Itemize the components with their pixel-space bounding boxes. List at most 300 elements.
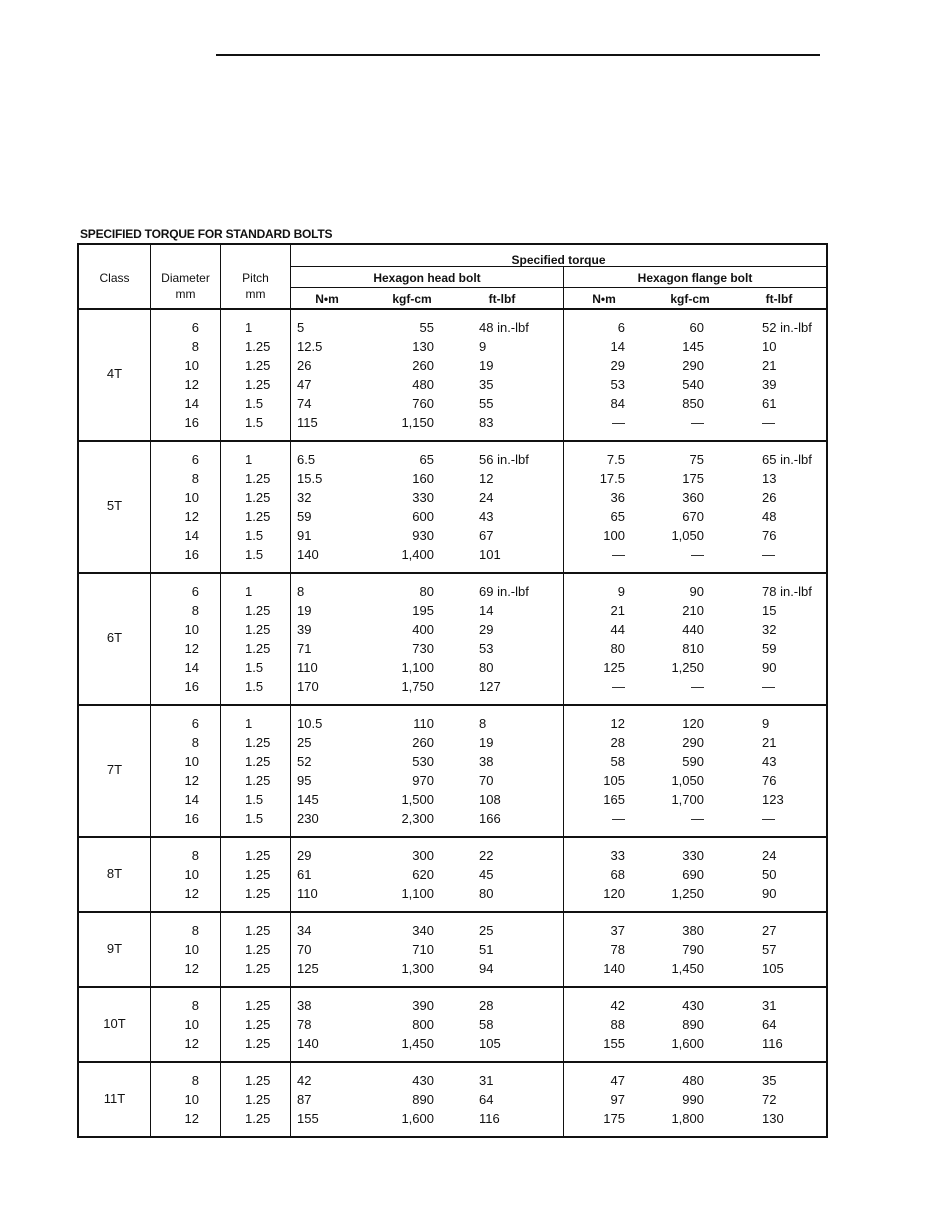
cell-flange-nm: 175 xyxy=(603,1111,625,1126)
table-row xyxy=(79,1071,826,1090)
cell-flange-nm: 47 xyxy=(610,1073,625,1088)
cell-pitch: 1.25 xyxy=(245,998,271,1013)
cell-diameter: 10 xyxy=(184,622,199,637)
cell-head-kgf-cm: 130 xyxy=(412,339,434,354)
cell-flange-ft-lbf: 31 xyxy=(762,998,777,1013)
cell-flange-kgf-cm: 1,700 xyxy=(671,792,704,807)
cell-flange-kgf-cm: 60 xyxy=(689,320,704,335)
cell-flange-kgf-cm: 690 xyxy=(682,867,704,882)
cell-flange-kgf-cm: 990 xyxy=(682,1092,704,1107)
cell-flange-nm: 165 xyxy=(603,792,625,807)
class-group xyxy=(79,838,826,913)
cell-diameter: 12 xyxy=(184,1111,199,1126)
cell-head-ft-lbf: 43 xyxy=(479,509,494,524)
cell-head-kgf-cm: 1,150 xyxy=(401,415,434,430)
cell-head-nm: 5 xyxy=(297,320,305,335)
table-row xyxy=(79,450,826,469)
cell-diameter: 6 xyxy=(191,716,199,731)
cell-flange-nm: 105 xyxy=(603,773,625,788)
cell-flange-kgf-cm: — xyxy=(691,679,704,694)
cell-diameter: 10 xyxy=(184,754,199,769)
cell-head-ft-lbf: 9 xyxy=(479,339,487,354)
cell-diameter: 12 xyxy=(184,773,199,788)
cell-flange-ft-lbf: 48 xyxy=(762,509,777,524)
cell-flange-ft-lbf: 64 xyxy=(762,1017,777,1032)
cell-pitch: 1.5 xyxy=(245,528,264,543)
cell-flange-kgf-cm: 1,050 xyxy=(671,773,704,788)
cell-pitch: 1.5 xyxy=(245,547,264,562)
table-header xyxy=(79,245,826,310)
cell-flange-nm: 125 xyxy=(603,660,625,675)
header-specified-torque: Specified torque xyxy=(511,253,606,267)
cell-diameter: 8 xyxy=(191,603,199,618)
cell-pitch: 1.25 xyxy=(245,1111,271,1126)
table-body xyxy=(79,310,826,1136)
cell-head-nm: 19 xyxy=(297,603,312,618)
cell-head-nm: 42 xyxy=(297,1073,312,1088)
cell-head-ft-lbf: 67 xyxy=(479,528,494,543)
cell-pitch: 1.5 xyxy=(245,396,264,411)
cell-head-nm: 10.5 xyxy=(297,716,323,731)
cell-flange-kgf-cm: 290 xyxy=(682,358,704,373)
cell-flange-nm: 42 xyxy=(610,998,625,1013)
cell-head-ft-lbf: 45 xyxy=(479,867,494,882)
cell-flange-nm: 6 xyxy=(617,320,625,335)
cell-pitch: 1.25 xyxy=(245,1073,271,1088)
class-label: 5T xyxy=(106,498,123,513)
cell-flange-kgf-cm: 430 xyxy=(682,998,704,1013)
cell-pitch: 1.5 xyxy=(245,415,264,430)
cell-flange-kgf-cm: — xyxy=(691,547,704,562)
table-row xyxy=(79,639,826,658)
cell-head-kgf-cm: 430 xyxy=(412,1073,434,1088)
cell-head-kgf-cm: 970 xyxy=(412,773,434,788)
header-pitch: Pitch xyxy=(242,271,269,285)
cell-flange-ft-lbf: 39 xyxy=(762,377,777,392)
cell-head-nm: 170 xyxy=(297,679,319,694)
cell-head-ft-lbf: 25 xyxy=(479,923,494,938)
cell-flange-ft-lbf: 10 xyxy=(762,339,777,354)
cell-head-nm: 25 xyxy=(297,735,312,750)
table-row xyxy=(79,469,826,488)
cell-flange-nm: 78 xyxy=(610,942,625,957)
cell-flange-nm: 84 xyxy=(610,396,625,411)
cell-flange-ft-lbf: 52 in.-lbf xyxy=(762,320,812,335)
cell-pitch: 1 xyxy=(245,452,253,467)
cell-pitch: 1.5 xyxy=(245,660,264,675)
cell-pitch: 1.25 xyxy=(245,754,271,769)
cell-pitch: 1.25 xyxy=(245,848,271,863)
cell-pitch: 1.25 xyxy=(245,377,271,392)
cell-diameter: 10 xyxy=(184,1017,199,1032)
cell-head-kgf-cm: 1,600 xyxy=(401,1111,434,1126)
cell-head-nm: 8 xyxy=(297,584,305,599)
cell-flange-ft-lbf: 13 xyxy=(762,471,777,486)
class-group xyxy=(79,310,826,442)
cell-flange-kgf-cm: 480 xyxy=(682,1073,704,1088)
cell-flange-kgf-cm: 670 xyxy=(682,509,704,524)
cell-pitch: 1.25 xyxy=(245,923,271,938)
class-group xyxy=(79,442,826,574)
cell-diameter: 10 xyxy=(184,867,199,882)
table-row xyxy=(79,620,826,639)
cell-pitch: 1.25 xyxy=(245,358,271,373)
cell-flange-ft-lbf: — xyxy=(762,415,775,430)
cell-flange-ft-lbf: 21 xyxy=(762,358,777,373)
cell-pitch: 1.25 xyxy=(245,339,271,354)
table-row xyxy=(79,526,826,545)
cell-flange-kgf-cm: 210 xyxy=(682,603,704,618)
cell-pitch: 1.25 xyxy=(245,490,271,505)
table-row xyxy=(79,752,826,771)
table-row xyxy=(79,809,826,828)
cell-head-ft-lbf: 58 xyxy=(479,1017,494,1032)
table-row xyxy=(79,940,826,959)
header-pitch-unit: mm xyxy=(245,287,266,301)
cell-flange-ft-lbf: 43 xyxy=(762,754,777,769)
cell-head-ft-lbf: 56 in.-lbf xyxy=(479,452,529,467)
cell-head-nm: 52 xyxy=(297,754,312,769)
cell-head-nm: 59 xyxy=(297,509,312,524)
cell-head-nm: 47 xyxy=(297,377,312,392)
cell-head-nm: 12.5 xyxy=(297,339,323,354)
cell-head-ft-lbf: 14 xyxy=(479,603,494,618)
cell-diameter: 10 xyxy=(184,942,199,957)
cell-head-kgf-cm: 55 xyxy=(419,320,434,335)
table-row xyxy=(79,545,826,564)
cell-head-ft-lbf: 94 xyxy=(479,961,494,976)
divider xyxy=(291,287,826,288)
cell-head-ft-lbf: 53 xyxy=(479,641,494,656)
cell-diameter: 12 xyxy=(184,509,199,524)
header-diameter-unit: mm xyxy=(175,287,196,301)
cell-head-nm: 110 xyxy=(297,660,318,675)
table-row xyxy=(79,318,826,337)
class-group xyxy=(79,574,826,706)
table-row xyxy=(79,1109,826,1128)
cell-head-nm: 140 xyxy=(297,547,319,562)
cell-head-kgf-cm: 890 xyxy=(412,1092,434,1107)
table-row xyxy=(79,733,826,752)
cell-flange-nm: 9 xyxy=(617,584,625,599)
cell-head-kgf-cm: 110 xyxy=(413,716,434,731)
cell-head-kgf-cm: 1,500 xyxy=(401,792,434,807)
cell-flange-ft-lbf: 15 xyxy=(762,603,777,618)
cell-diameter: 12 xyxy=(184,961,199,976)
cell-flange-kgf-cm: 380 xyxy=(682,923,704,938)
cell-flange-nm: — xyxy=(612,547,625,562)
cell-head-ft-lbf: 38 xyxy=(479,754,494,769)
class-label: 11T xyxy=(103,1090,126,1106)
cell-pitch: 1.25 xyxy=(245,1017,271,1032)
cell-head-kgf-cm: 620 xyxy=(412,867,434,882)
cell-head-ft-lbf: 127 xyxy=(479,679,501,694)
cell-head-nm: 78 xyxy=(297,1017,312,1032)
cell-diameter: 8 xyxy=(191,735,199,750)
cell-head-ft-lbf: 19 xyxy=(479,735,494,750)
class-group xyxy=(79,1063,826,1136)
cell-head-kgf-cm: 160 xyxy=(412,471,434,486)
cell-diameter: 6 xyxy=(191,584,199,599)
cell-head-ft-lbf: 108 xyxy=(479,792,501,807)
cell-flange-nm: 37 xyxy=(610,923,625,938)
cell-head-nm: 61 xyxy=(297,867,312,882)
cell-diameter: 6 xyxy=(191,452,199,467)
table-row xyxy=(79,1090,826,1109)
cell-flange-kgf-cm: 440 xyxy=(682,622,704,637)
cell-pitch: 1.5 xyxy=(245,811,264,826)
cell-flange-kgf-cm: 1,050 xyxy=(671,528,704,543)
cell-flange-nm: 53 xyxy=(610,377,625,392)
cell-flange-ft-lbf: — xyxy=(762,811,775,826)
cell-flange-nm: 44 xyxy=(610,622,625,637)
cell-flange-ft-lbf: 105 xyxy=(762,961,784,976)
cell-head-nm: 91 xyxy=(297,528,312,543)
cell-diameter: 10 xyxy=(184,1092,199,1107)
table-row xyxy=(79,846,826,865)
cell-pitch: 1.25 xyxy=(245,1036,271,1051)
cell-head-kgf-cm: 300 xyxy=(412,848,434,863)
table-row xyxy=(79,790,826,809)
cell-head-kgf-cm: 730 xyxy=(412,641,434,656)
cell-flange-ft-lbf: 59 xyxy=(762,641,777,656)
cell-pitch: 1.25 xyxy=(245,622,271,637)
cell-head-ft-lbf: 24 xyxy=(479,490,494,505)
table-title: SPECIFIED TORQUE FOR STANDARD BOLTS xyxy=(80,227,333,241)
cell-pitch: 1 xyxy=(245,716,253,731)
cell-head-nm: 38 xyxy=(297,998,312,1013)
cell-flange-ft-lbf: — xyxy=(762,547,775,562)
cell-head-nm: 15.5 xyxy=(297,471,323,486)
header-class: Class xyxy=(99,271,130,285)
header-hex-flange-bolt: Hexagon flange bolt xyxy=(637,271,753,285)
cell-flange-kgf-cm: 145 xyxy=(682,339,704,354)
class-label: 10T xyxy=(103,1015,126,1031)
class-label: 7T xyxy=(106,762,123,777)
cell-head-kgf-cm: 710 xyxy=(412,942,434,957)
cell-head-ft-lbf: 116 xyxy=(479,1111,500,1126)
cell-diameter: 14 xyxy=(184,792,199,807)
cell-diameter: 12 xyxy=(184,377,199,392)
cell-diameter: 16 xyxy=(184,415,199,430)
header-nm: N•m xyxy=(592,292,616,306)
cell-head-ft-lbf: 51 xyxy=(479,942,494,957)
top-rule xyxy=(216,54,820,56)
cell-head-kgf-cm: 800 xyxy=(412,1017,434,1032)
table-row xyxy=(79,959,826,978)
cell-flange-nm: 140 xyxy=(603,961,625,976)
table-row xyxy=(79,1034,826,1053)
cell-pitch: 1 xyxy=(245,320,253,335)
cell-flange-kgf-cm: 90 xyxy=(689,584,704,599)
cell-pitch: 1.5 xyxy=(245,679,264,694)
table-row xyxy=(79,714,826,733)
table-row xyxy=(79,884,826,903)
cell-flange-nm: 29 xyxy=(610,358,625,373)
cell-flange-kgf-cm: 175 xyxy=(682,471,704,486)
cell-flange-ft-lbf: 90 xyxy=(762,660,777,675)
cell-head-kgf-cm: 400 xyxy=(412,622,434,637)
table-row xyxy=(79,1015,826,1034)
cell-flange-ft-lbf: 32 xyxy=(762,622,777,637)
table-row xyxy=(79,413,826,432)
cell-pitch: 1.25 xyxy=(245,773,271,788)
cell-flange-ft-lbf: 61 xyxy=(762,396,777,411)
table-row xyxy=(79,337,826,356)
cell-flange-kgf-cm: 1,800 xyxy=(671,1111,704,1126)
cell-head-nm: 230 xyxy=(297,811,319,826)
cell-head-nm: 70 xyxy=(297,942,312,957)
cell-flange-ft-lbf: — xyxy=(762,679,775,694)
table-row xyxy=(79,582,826,601)
cell-flange-nm: 36 xyxy=(610,490,625,505)
cell-pitch: 1.25 xyxy=(245,942,271,957)
cell-head-ft-lbf: 22 xyxy=(479,848,494,863)
cell-head-ft-lbf: 48 in.-lbf xyxy=(479,320,529,335)
cell-diameter: 14 xyxy=(184,660,199,675)
class-label: 8T xyxy=(106,865,123,881)
cell-head-ft-lbf: 28 xyxy=(479,998,494,1013)
cell-flange-kgf-cm: 1,450 xyxy=(671,961,704,976)
torque-table xyxy=(77,243,828,1138)
cell-head-nm: 87 xyxy=(297,1092,312,1107)
cell-head-ft-lbf: 64 xyxy=(479,1092,494,1107)
cell-flange-kgf-cm: 810 xyxy=(682,641,704,656)
header-ft-lbf: ft-lbf xyxy=(765,292,793,306)
cell-head-nm: 155 xyxy=(297,1111,319,1126)
cell-diameter: 16 xyxy=(184,811,199,826)
cell-head-ft-lbf: 12 xyxy=(479,471,494,486)
class-label: 6T xyxy=(106,630,123,645)
table-row xyxy=(79,865,826,884)
cell-diameter: 8 xyxy=(191,339,199,354)
cell-diameter: 14 xyxy=(184,528,199,543)
cell-head-ft-lbf: 69 in.-lbf xyxy=(479,584,529,599)
cell-pitch: 1.25 xyxy=(245,867,271,882)
cell-flange-kgf-cm: 330 xyxy=(682,848,704,863)
cell-flange-nm: 80 xyxy=(610,641,625,656)
cell-head-nm: 145 xyxy=(297,792,319,807)
cell-head-kgf-cm: 930 xyxy=(412,528,434,543)
cell-head-kgf-cm: 1,450 xyxy=(401,1036,434,1051)
cell-flange-kgf-cm: 540 xyxy=(682,377,704,392)
table-row xyxy=(79,394,826,413)
cell-flange-kgf-cm: 1,600 xyxy=(671,1036,704,1051)
cell-flange-nm: — xyxy=(612,679,625,694)
cell-pitch: 1.25 xyxy=(245,603,271,618)
cell-head-kgf-cm: 80 xyxy=(419,584,434,599)
cell-flange-kgf-cm: 1,250 xyxy=(671,660,704,675)
cell-head-ft-lbf: 19 xyxy=(479,358,494,373)
cell-head-ft-lbf: 35 xyxy=(479,377,494,392)
cell-diameter: 14 xyxy=(184,396,199,411)
cell-diameter: 10 xyxy=(184,490,199,505)
cell-head-nm: 29 xyxy=(297,848,312,863)
cell-head-ft-lbf: 83 xyxy=(479,415,494,430)
cell-flange-ft-lbf: 57 xyxy=(762,942,777,957)
cell-pitch: 1.25 xyxy=(245,641,271,656)
header-kgf-cm: kgf-cm xyxy=(670,292,710,306)
cell-flange-nm: 33 xyxy=(610,848,625,863)
cell-diameter: 8 xyxy=(191,998,199,1013)
table-row xyxy=(79,658,826,677)
cell-head-kgf-cm: 340 xyxy=(412,923,434,938)
cell-head-ft-lbf: 166 xyxy=(479,811,501,826)
cell-diameter: 8 xyxy=(191,1073,199,1088)
cell-head-nm: 71 xyxy=(297,641,312,656)
cell-flange-kgf-cm: 890 xyxy=(682,1017,704,1032)
cell-diameter: 10 xyxy=(184,358,199,373)
cell-head-kgf-cm: 390 xyxy=(412,998,434,1013)
cell-flange-kgf-cm: — xyxy=(691,811,704,826)
cell-head-kgf-cm: 1,400 xyxy=(401,547,434,562)
cell-flange-kgf-cm: 590 xyxy=(682,754,704,769)
cell-flange-ft-lbf: 76 xyxy=(762,773,777,788)
cell-pitch: 1.25 xyxy=(245,509,271,524)
class-group xyxy=(79,913,826,988)
table-row xyxy=(79,375,826,394)
cell-head-nm: 26 xyxy=(297,358,312,373)
header-diameter: Diameter xyxy=(161,271,210,285)
cell-head-ft-lbf: 70 xyxy=(479,773,494,788)
table-row xyxy=(79,921,826,940)
cell-head-nm: 110 xyxy=(297,886,318,901)
cell-flange-nm: 68 xyxy=(610,867,625,882)
cell-head-nm: 140 xyxy=(297,1036,319,1051)
cell-head-nm: 32 xyxy=(297,490,312,505)
cell-pitch: 1.25 xyxy=(245,961,271,976)
cell-flange-nm: 120 xyxy=(603,886,625,901)
table-row xyxy=(79,677,826,696)
cell-flange-ft-lbf: 9 xyxy=(762,716,770,731)
header-ft-lbf: ft-lbf xyxy=(488,292,516,306)
cell-flange-nm: 97 xyxy=(610,1092,625,1107)
cell-flange-nm: 65 xyxy=(610,509,625,524)
table-row xyxy=(79,771,826,790)
cell-diameter: 8 xyxy=(191,471,199,486)
cell-diameter: 6 xyxy=(191,320,199,335)
table-row xyxy=(79,601,826,620)
cell-flange-ft-lbf: 123 xyxy=(762,792,784,807)
cell-flange-nm: 14 xyxy=(610,339,625,354)
cell-head-ft-lbf: 101 xyxy=(479,547,501,562)
cell-diameter: 16 xyxy=(184,547,199,562)
cell-head-kgf-cm: 600 xyxy=(412,509,434,524)
cell-pitch: 1.25 xyxy=(245,1092,271,1107)
cell-flange-nm: 21 xyxy=(610,603,625,618)
cell-flange-ft-lbf: 76 xyxy=(762,528,777,543)
cell-flange-kgf-cm: — xyxy=(691,415,704,430)
cell-flange-ft-lbf: 27 xyxy=(762,923,777,938)
cell-flange-nm: 88 xyxy=(610,1017,625,1032)
cell-pitch: 1 xyxy=(245,584,253,599)
cell-head-nm: 115 xyxy=(297,415,318,430)
cell-head-ft-lbf: 29 xyxy=(479,622,494,637)
cell-flange-ft-lbf: 90 xyxy=(762,886,777,901)
cell-head-kgf-cm: 480 xyxy=(412,377,434,392)
cell-flange-ft-lbf: 24 xyxy=(762,848,777,863)
header-hex-head-bolt: Hexagon head bolt xyxy=(373,271,481,285)
cell-flange-kgf-cm: 1,250 xyxy=(671,886,704,901)
header-kgf-cm: kgf-cm xyxy=(392,292,432,306)
cell-head-kgf-cm: 2,300 xyxy=(401,811,434,826)
cell-flange-ft-lbf: 50 xyxy=(762,867,777,882)
cell-head-kgf-cm: 1,750 xyxy=(401,679,434,694)
cell-head-ft-lbf: 80 xyxy=(479,660,494,675)
cell-flange-nm: 155 xyxy=(603,1036,625,1051)
cell-head-ft-lbf: 8 xyxy=(479,716,487,731)
cell-head-nm: 74 xyxy=(297,396,312,411)
